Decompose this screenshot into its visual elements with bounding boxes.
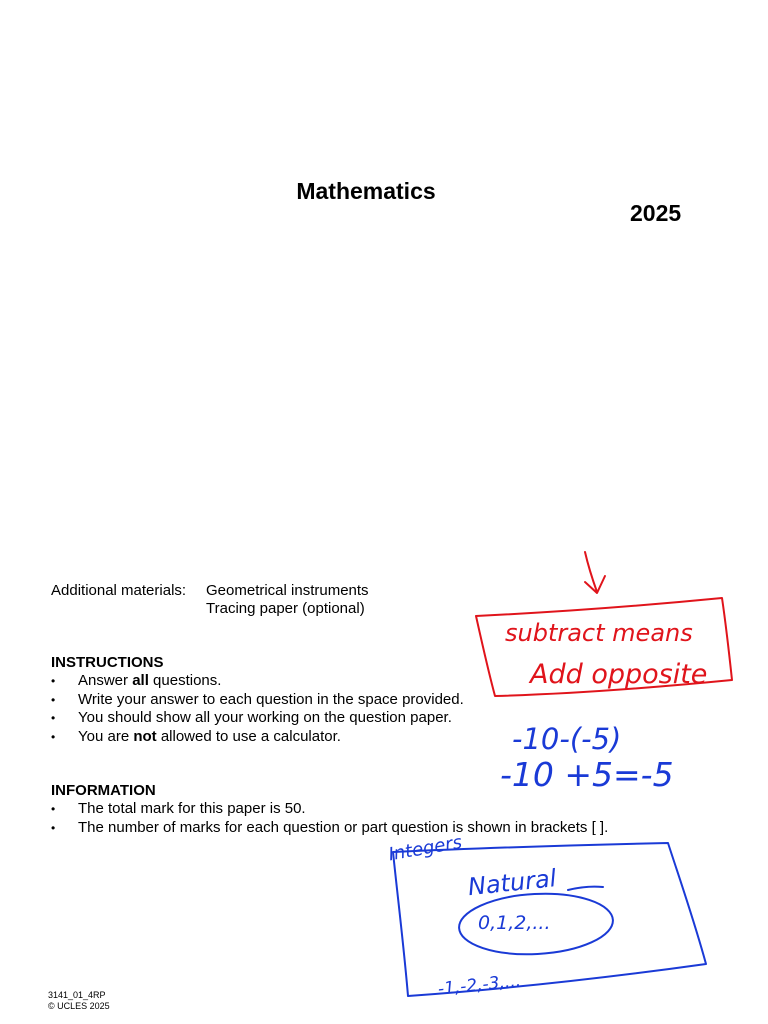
- red-note-line2: Add opposite: [530, 659, 708, 690]
- natural-underline-stroke: [568, 887, 603, 890]
- instruction-item: • You are not allowed to use a calculator.: [51, 728, 464, 747]
- information-item: • The number of marks for each question or part question is shown in brackets [ ].: [51, 819, 608, 838]
- blue-expression-2: -10 +5=-5: [500, 755, 674, 794]
- red-arrow-drawing: [585, 552, 605, 593]
- natural-set-values: 0,1,2,...: [478, 912, 551, 934]
- information-item: • The total mark for this paper is 50.: [51, 800, 608, 819]
- information-heading: INFORMATION: [51, 782, 156, 799]
- paper-title: Mathematics: [296, 178, 436, 204]
- instruction-item: • You should show all your working on the question paper.: [51, 709, 464, 728]
- red-note-line1: subtract means: [505, 619, 693, 647]
- instruction-item: • Answer all questions.: [51, 672, 464, 691]
- materials-item-instruments: Geometrical instruments: [206, 582, 369, 599]
- natural-label: Natural: [466, 864, 558, 902]
- instruction-item: • Write your answer to each question in the space provided.: [51, 691, 464, 710]
- blue-expression-1: -10-(-5): [512, 722, 622, 756]
- instructions-heading: INSTRUCTIONS: [51, 654, 164, 671]
- materials-item-tracing-paper: Tracing paper (optional): [206, 600, 365, 617]
- negative-integers-values: -1,-2,-3,...: [436, 970, 522, 1000]
- copyright: © UCLES 2025: [48, 1001, 110, 1011]
- paper-code: 3141_01_4RP: [48, 990, 106, 1000]
- integers-label: Integers: [386, 831, 464, 866]
- paper-year: 2025: [630, 200, 682, 226]
- materials-label: Additional materials:: [51, 582, 187, 599]
